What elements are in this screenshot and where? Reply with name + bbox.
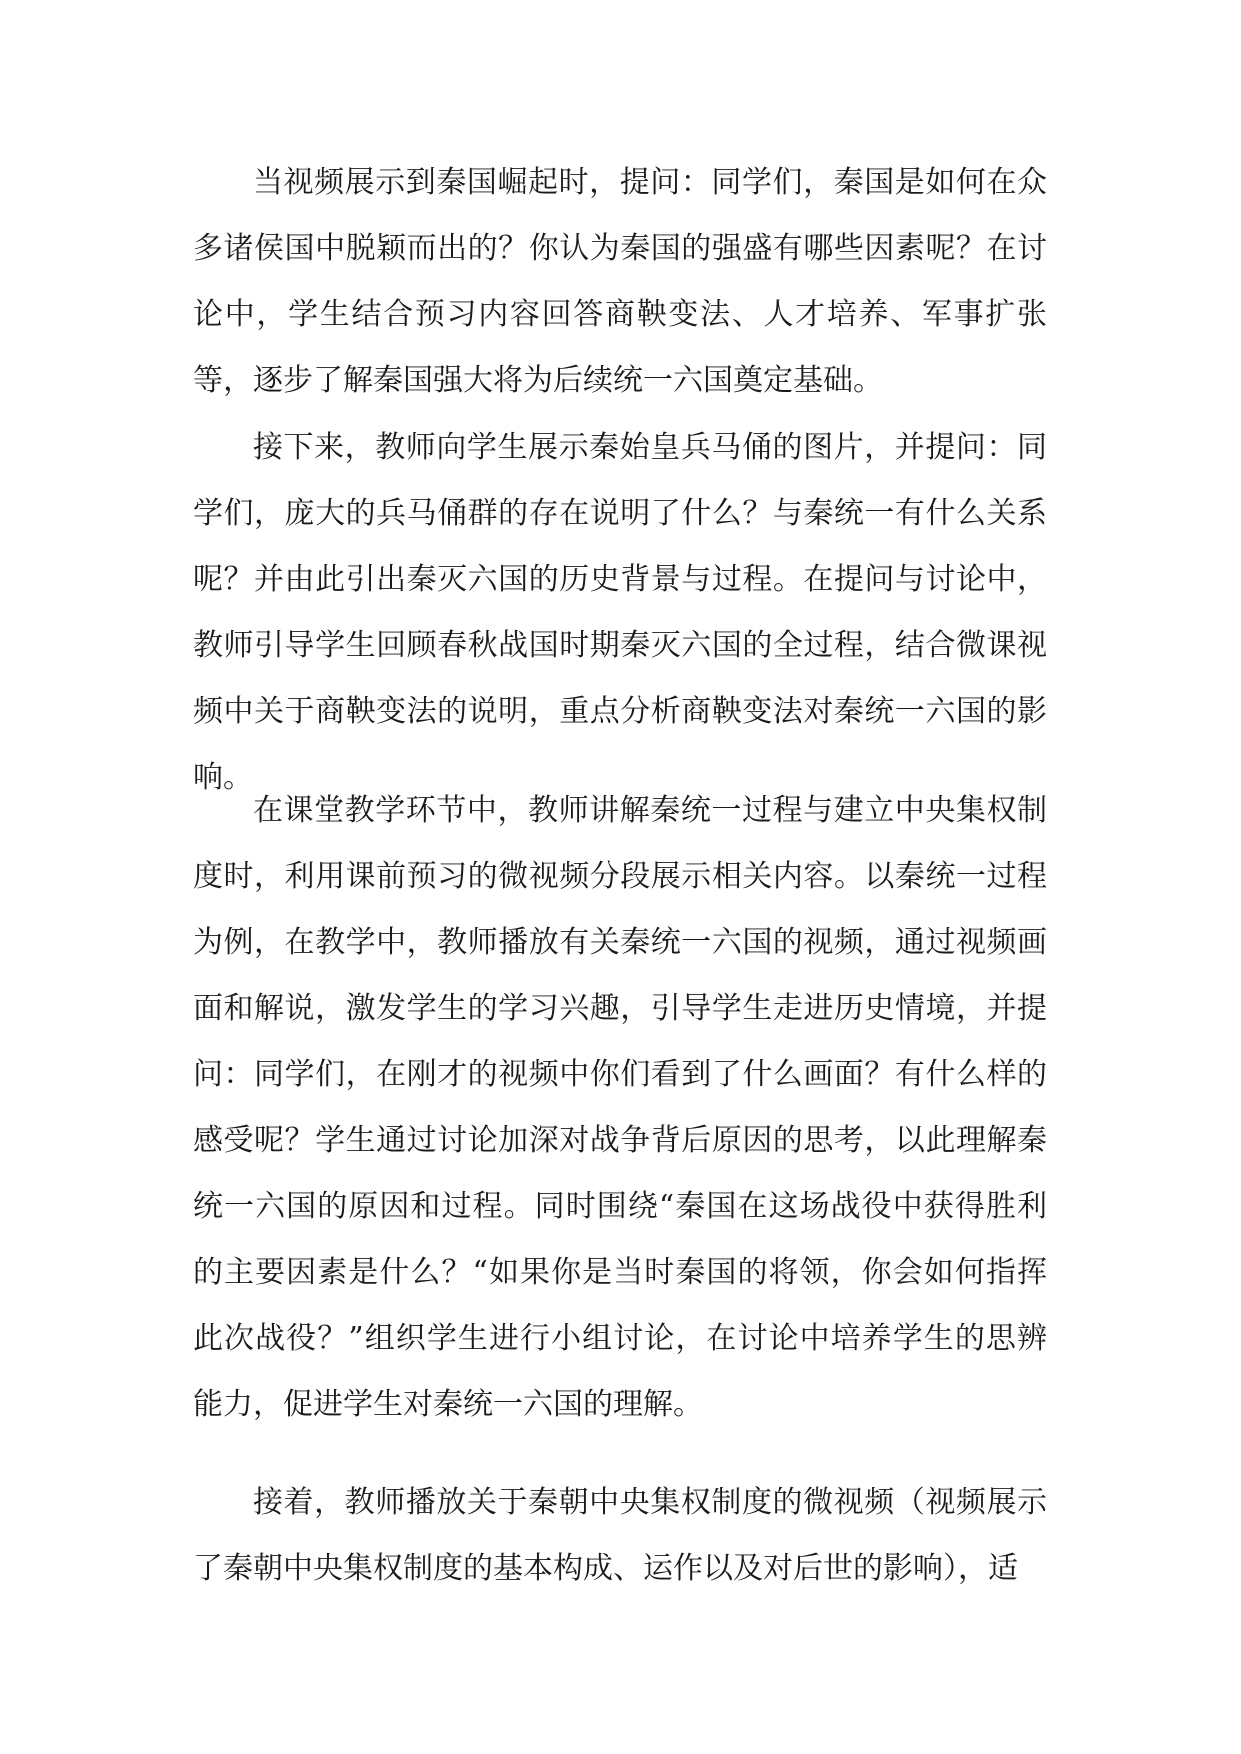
paragraph-text: 当视频展示到秦国崛起时，提问：同学们，秦国是如何在众多诸侯国中脱颖而出的？你认为秦国的强盛有哪些因素呢？在讨论中，学生结合预习内容回答商鞅变法、人才培养、军事扩张等，逐步了解秦国强大将为后续统一六国奠定基础。 <box>193 165 1047 398</box>
paragraph-text: 在课堂教学环节中，教师讲解秦统一过程与建立中央集权制度时，利用课前预习的微视频分段展示相关内容。以秦统一过程为例，在教学中，教师播放有关秦统一六国的视频，通过视频画面和解说，激发学生的学习兴趣，引导学生走进历史情境，并提问：同学们，在刚才的视频中你们看到了什么画面？有什么样的感受呢？学生通过讨论加深对战争背后原因的思考，以此理解秦统一六国的原因和过程。同时围绕“秦国在这场战役中获得胜利的主要因素是什么？“如果你是当时秦国的将领，你会如何指挥此次战役？”组织学生进行小组讨论，在讨论中培养学生的思辨能力，促进学生对秦统一六国的理解。 <box>193 793 1047 1422</box>
paragraph-4 <box>193 1470 1047 1602</box>
paragraph-text: 接下来，教师向学生展示秦始皇兵马俑的图片，并提问：同学们，庞大的兵马俑群的存在说明了什么？与秦统一有什么关系呢？并由此引出秦灭六国的历史背景与过程。在提问与讨论中，教师引导学生回顾春秋战国时期秦灭六国的全过程，结合微课视频中关于商鞅变法的说明，重点分析商鞅变法对秦统一六国的影响。 <box>193 430 1047 795</box>
paragraph-1 <box>193 150 1047 414</box>
paragraph-3 <box>193 778 1047 1438</box>
paragraph-2 <box>193 415 1047 811</box>
paragraph-text: 接着，教师播放关于秦朝中央集权制度的微视频（视频展示了秦朝中央集权制度的基本构成、运作以及对后世的影响），适 <box>193 1485 1047 1586</box>
